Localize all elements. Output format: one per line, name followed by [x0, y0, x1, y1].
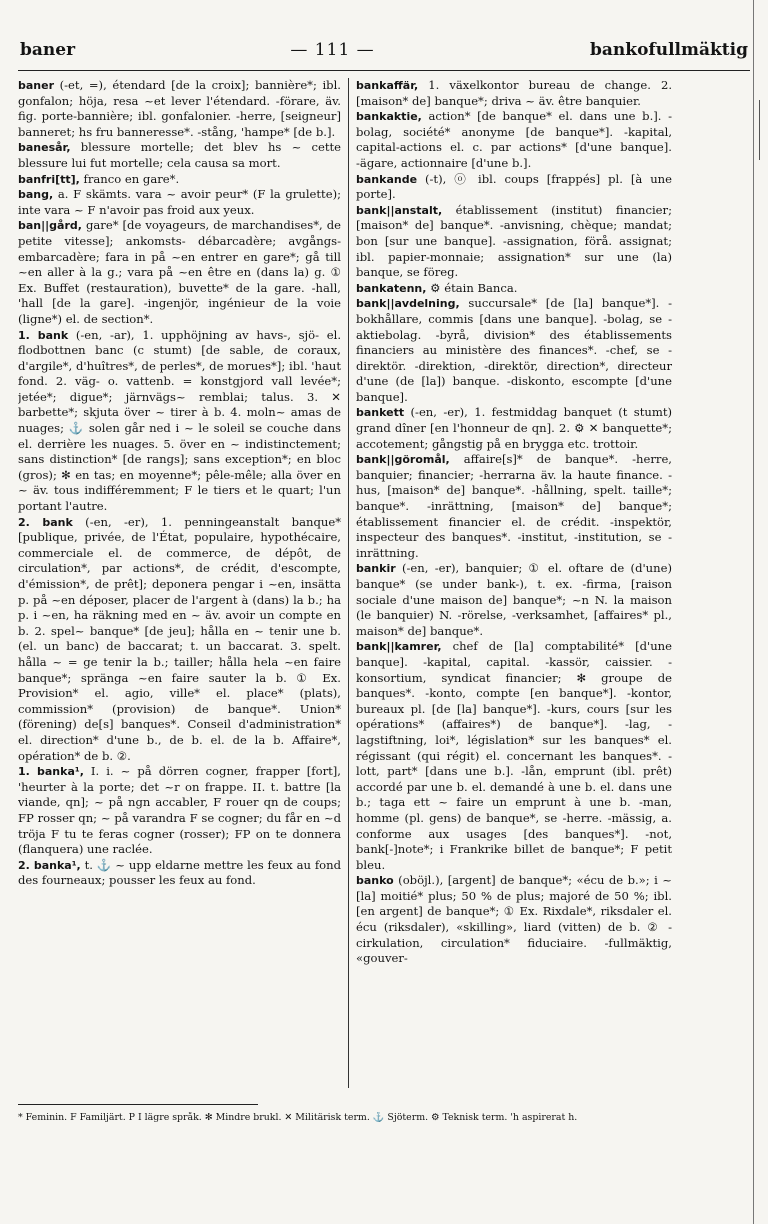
- entry-text: (-et, =), étendard [de la croix]; bannière*; ibl. gonfalon; höja, resa ~et lever l'étendard. -förare, äv. fig. porte-bannière; ibl. gonfalonier. -herre, [seigneur] banneret; hs fru banneresse*. -stång, 'hampe* [de b.].: [18, 78, 341, 139]
- entry-headword: ban||gård,: [18, 219, 82, 233]
- entry-text: ⚙ étain Banca.: [430, 280, 518, 295]
- dictionary-entry: [18, 187, 341, 218]
- dictionary-entry: [18, 78, 341, 140]
- dictionary-entry: [356, 172, 672, 203]
- left-column: [18, 78, 341, 1088]
- entry-headword: bank||anstalt,: [356, 203, 443, 217]
- column-divider: [348, 78, 349, 1088]
- entry-text: (oböjl.), [argent] de banque*; «écu de b.»; i ~ [la] moitié* plus; 50 % de plus; majoré de 50 %; ibl. [en argent] de banque*; ① Ex. Rixdale*, riksdaler el. écu (riksdaler), «skilling», liard (vitten) de b. ② -cirkulation, circulation* fiduciaire. -fullmäktig, «gouver-: [356, 873, 672, 966]
- dictionary-entry: [356, 296, 672, 405]
- dictionary-entry: [356, 561, 672, 639]
- entry-text: (-t), ⓞ ibl. coups [frappés] pl. [à une porte].: [356, 171, 672, 202]
- dictionary-entry: [356, 203, 672, 281]
- entry-headword: bankett: [356, 406, 405, 420]
- entry-headword: 1. bank: [18, 328, 69, 342]
- entry-text: (-en, -ar), 1. upphöjning av havs-, sjö- el. flodbottnen banc (c stumt) [de sable, de coraux, d'argile*, d'huîtres*, de perles*, de morues*]; ibl. 'haut fond. 2. väg- o. vattenb. = konstgjord vall levée*; jetée*; digue*; järnvägs~ remblai; talus. 3. ✕ barbette*; skjuta över ~ tirer à b. 4. moln~ amas de nuages; ⚓ solen går ned i ~ le soleil se couche dans el. derrière les nuages. 5. över en ~ indistinctement; sans distinction* [de rangs]; sans exception*; en bloc (gros); ✻ en tas; en moyenne*; pêle-mêle; alla över en ~ äv. tous indifféremment; F le tiers et le quart; l'un portant l'autre.: [18, 327, 341, 514]
- entry-text: t. ⚓ ~ upp eldarne mettre les feux au fond des fourneaux; pousser les feux au fond.: [18, 857, 341, 888]
- entry-headword: bankatenn,: [356, 281, 427, 295]
- entry-text: action* [de banque* el. dans une b.]. -bolag, société* anonyme [de banque*]. -kapital, capital-actions el. c. par actions* [d'une banque]. -ägare, actionnaire [d'une b.].: [356, 109, 672, 170]
- dictionary-entry: [356, 452, 672, 561]
- entry-text: affaire[s]* de banque*. -herre, banquier; financier; -herrarna äv. la haute finance. -hus, [maison* de] banque*. -hållning, spelt. taille*; banque*. -inrättning, [maison* de] banque*; établissement financier el. de crédit. -inspektör, inspecteur des banques*. -institut, -institution, se -inrättning.: [356, 452, 672, 560]
- entry-text: chef de [la] comptabilité* [d'une banque]. -kapital, capital. -kassör, caissier. -konsortium, syndicat financier; ✻ groupe de banques*. -konto, compte [en banque*]. -kontor, bureaux pl. [de [la] banque*]. -kurs, cours [sur les opérations* (affaires*) de banque*]. -lag, -lagstiftning, loi*, législation* sur les banques* el. régissant (qui régit) el. concernant les banques*. -lott, part* [dans une b.]. -lån, emprunt (ibl. prêt) accordé par une b. el. demandé à une b. el. dans une b.; taga ett ~ faire un emprunt à une b. -man, homme (pl. gens) de banque*, se -herre. -mässig, a. conforme aux usages [des banques*]. -not, bank[-]note*; i Frankrike billet de banque*; F petit bleu.: [356, 639, 672, 872]
- dictionary-entry: [18, 764, 341, 858]
- dictionary-entry: [356, 109, 672, 171]
- dictionary-entry: [18, 328, 341, 515]
- entry-text: gare* [de voyageurs, de marchandises*, de petite vitesse]; ankomsts- débarcadère; avgångs- embarcadère; fara in på ~en entrer en gare*; gå till ~en aller à la g.; vara på ~en être en (dans la) g. ① Ex. Buffet (restauration), buvette* de la gare. -hall, 'hall [de la gare]. -ingenjör, ingénieur de la voie (ligne*) el. de section*.: [18, 218, 341, 326]
- entry-headword: 1. banka¹,: [18, 765, 84, 779]
- entry-text: succursale* [de [la] banque*]. -bokhållare, commis [dans une banque]. -bolag, se -aktiebolag. -byrå, division* des établissements financiers au ministère des finances*. -chef, se -direktör. -direktion, -direktör, direction*, directeur d'une (de [la]) banque. -diskonto, escompte [d'une banque].: [356, 296, 672, 404]
- dictionary-entry: [356, 281, 672, 297]
- entry-headword: 2. banka¹,: [18, 858, 81, 872]
- dictionary-entry: [356, 405, 672, 452]
- right-column: [356, 78, 672, 1088]
- entry-text: I. i. ~ på dörren cogner, frapper [fort], 'heurter à la porte; det ~r on frappe. II. t. battre [la viande, qn]; ~ på ngn accabler, F rouer qn de coups; FP rosser qn; ~ på varandra F se cogner; du får en ~d tröja F tu te feras cogner (rosser); FP on te donnera (flanquera) une raclée.: [18, 764, 341, 857]
- entry-headword: bankir: [356, 562, 396, 576]
- entry-headword: bang,: [18, 188, 54, 202]
- left-guideword: baner: [20, 40, 76, 60]
- entry-text: (-en, -er), banquier; ① el. oftare de (d'une) banque* (se under bank-), t. ex. -firma, [raison sociale d'une maison de] banque*; ~n N. la maison (le banquier) N. -rörelse, -verksamhet, [affaires* pl., maison* de] banque*.: [356, 561, 672, 638]
- binding-line: [753, 0, 754, 1224]
- entry-headword: banfri[tt],: [18, 172, 80, 186]
- page-header: [18, 40, 750, 71]
- binding-mark: [753, 100, 760, 160]
- entry-text: (-en, -er), 1. festmiddag banquet (t stumt) grand dîner [en l'honneur de qn]. 2. ⚙ ✕ banquette*; accotement; gångstig på en brygga etc. trottoir.: [356, 405, 672, 451]
- dictionary-entry: [18, 172, 341, 188]
- footer-legend: * Feminin. F Familjärt. P I lägre språk. ✻ Mindre brukl. ✕ Militärisk term. ⚓ Sjöterm. ⚙ Teknisk term. 'h aspirerat h.: [18, 1112, 578, 1123]
- entry-text: blessure mortelle; det blev hs ~ cette blessure lui fut mortelle; cela causa sa mort.: [18, 140, 341, 170]
- entry-headword: 2. bank: [18, 515, 73, 529]
- dictionary-entry: [356, 639, 672, 873]
- entry-headword: baner: [18, 79, 55, 92]
- dictionary-entry: [356, 873, 672, 967]
- entry-headword: bank||avdelning,: [356, 297, 460, 311]
- page-number: — 111 —: [290, 40, 375, 60]
- entry-text: a. F skämts. vara ~ avoir peur* (F la grulette); inte vara ~ F n'avoir pas froid aux yeux.: [18, 187, 341, 217]
- entry-headword: bank||göromål,: [356, 453, 450, 467]
- entry-headword: bank||kamrer,: [356, 640, 442, 654]
- dictionary-entry: [356, 78, 672, 109]
- entry-headword: banesår,: [18, 141, 71, 155]
- footer-rule: [18, 1104, 258, 1105]
- entry-headword: banko: [356, 874, 394, 888]
- dictionary-entry: [18, 515, 341, 765]
- entry-headword: bankaktie,: [356, 110, 422, 124]
- dictionary-entry: [18, 140, 341, 171]
- entry-text: établissement (institut) financier; [maison* de] banque*. -anvisning, chèque; mandat; bon [sur une banque]. -assignation, förå. assignat; ibl. papier-monnaie; assignation* sur une (la) banque, se föreg.: [356, 202, 672, 280]
- entry-text: franco en gare*.: [83, 171, 180, 186]
- entry-text: 1. växelkontor bureau de change. 2. [maison* de] banque*; driva ~ äv. être banquier.: [356, 78, 672, 108]
- entry-headword: bankande: [356, 172, 418, 186]
- right-guideword: bankofullmäktig: [590, 40, 748, 60]
- dictionary-entry: [18, 218, 341, 327]
- entry-headword: bankaffär,: [356, 79, 419, 92]
- dictionary-entry: [18, 858, 341, 889]
- entry-text: (-en, -er), 1. penningeanstalt banque* [publique, privée, de l'État, populaire, hypothécaire, commerciale el. de commerce, de dépôt, de circulation*, par actions*, de crédit, d'escompte, d'émission*, de prêt]; deponera pengar i ~en, insätta p. på ~en déposer, placer de l'argent à (dans) la b.; ha p. i ~en, ha räkning med en ~ äv. avoir un compte en b. 2. spel~ banque* [de jeu]; hålla en ~ tenir une b. (el. un banc) de baccarat; t. un baccarat. 3. spelt. hålla ~ = ge tenir la b.; tailler; hålla hela ~en faire banque*; spränga ~en faire sauter la b. ① Ex. Provision* el. agio, ville* el. place* (plats), commission* (provision) de banque*. Union* (förening) de[s] banques*. Conseil d'administration* el. direction* d'une b., de b. el. de la b. Affaire*, opération* de b. ②.: [18, 514, 341, 763]
